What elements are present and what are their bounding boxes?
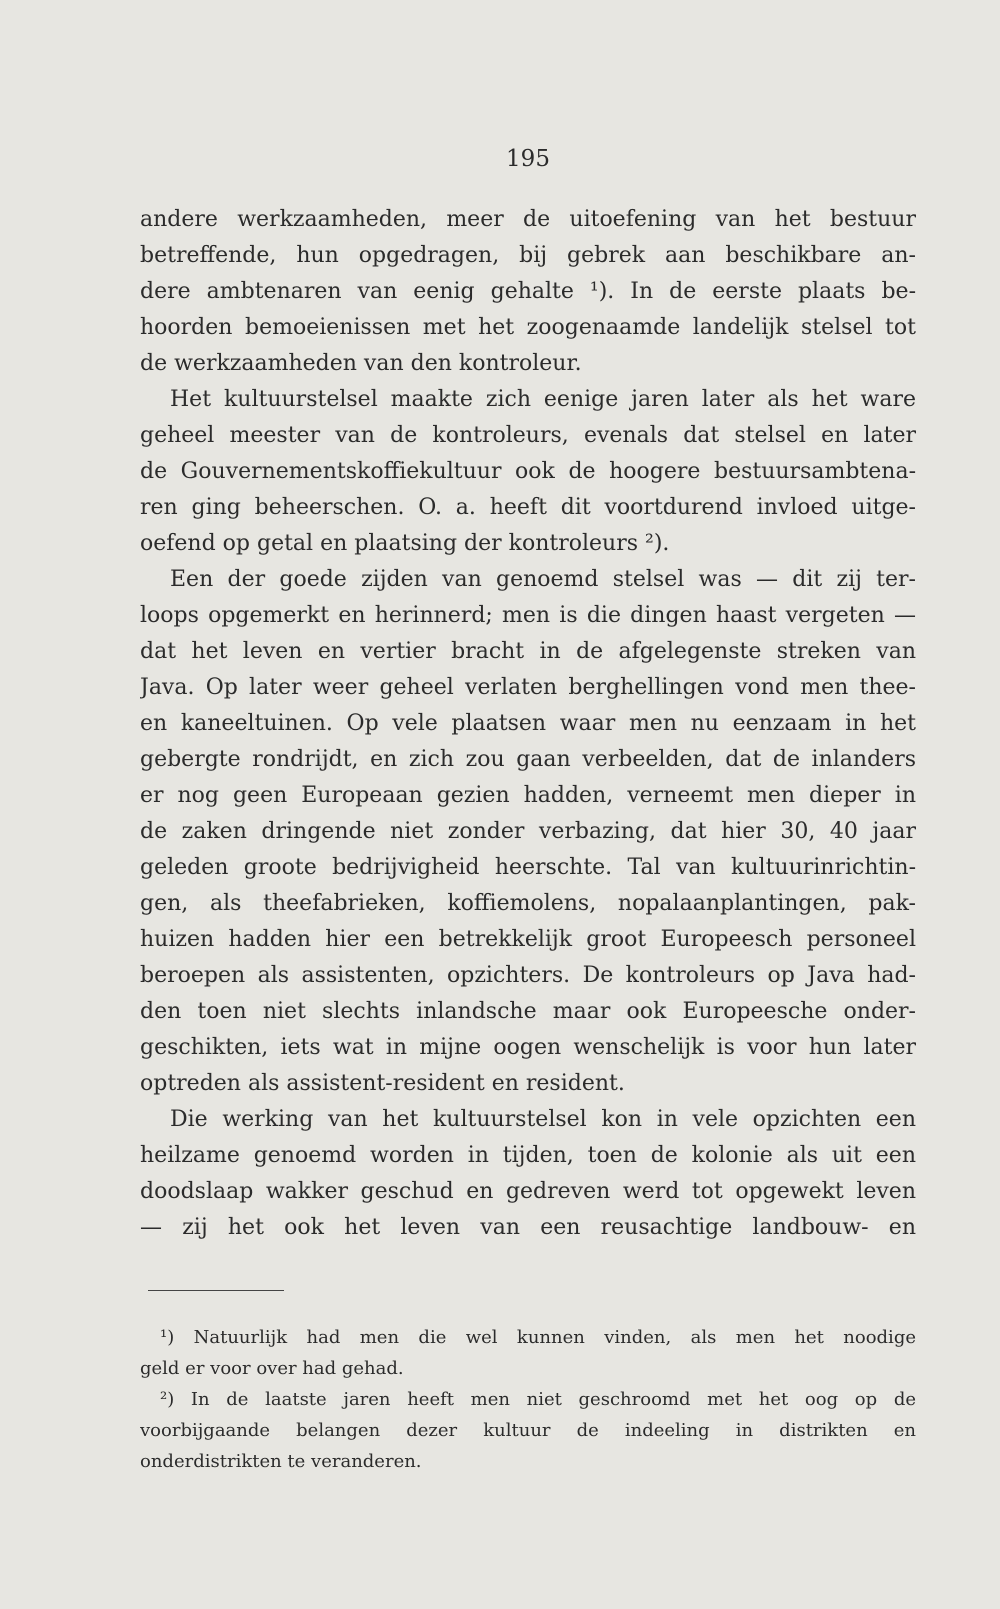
footnotes (140, 1322, 916, 1477)
text-line: gen, als theefabrieken, koffiemolens, nopalaanplantingen, pak- (140, 891, 916, 916)
footnote-line: onderdistrikten te veranderen. (140, 1451, 422, 1472)
text-line: loops opgemerkt en herinnerd; men is die dingen haast vergeten — (140, 603, 916, 628)
text-line: — zij het ook het leven van een reusachtige landbouw- en (140, 1215, 916, 1240)
text-line: ren ging beheerschen. O. a. heeft dit voortdurend invloed uitge- (140, 495, 916, 520)
text-line: andere werkzaamheden, meer de uitoefening van het bestuur (140, 207, 916, 232)
text-line: geschikten, iets wat in mijne oogen wenschelijk is voor hun later (140, 1035, 916, 1060)
text-line: optreden als assistent-resident en resident. (140, 1071, 625, 1096)
text-line: heilzame genoemd worden in tijden, toen de kolonie als uit een (140, 1143, 916, 1168)
page-number: 195 (506, 146, 550, 172)
text-line: de zaken dringende niet zonder verbazing, dat hier 30, 40 jaar (140, 819, 916, 844)
footnote-divider (148, 1290, 284, 1291)
text-line: betreffende, hun opgedragen, bij gebrek aan beschikbare an- (140, 243, 916, 268)
text-line: gebergte rondrijdt, en zich zou gaan verbeelden, dat de inlanders (140, 747, 916, 772)
footnote-line: geld er voor over had gehad. (140, 1358, 404, 1379)
text-line: den toen niet slechts inlandsche maar ook Europeesche onder- (140, 999, 916, 1024)
text-line: Een der goede zijden van genoemd stelsel was — dit zij ter- (170, 567, 916, 592)
text-line: oefend op getal en plaatsing der kontroleurs ²). (140, 531, 670, 556)
text-line: er nog geen Europeaan gezien hadden, verneemt men dieper in (140, 783, 916, 808)
text-line: Java. Op later weer geheel verlaten berghellingen vond men thee- (140, 675, 916, 700)
footnote-line: ¹) Natuurlijk had men die wel kunnen vinden, als men het noodige (160, 1327, 916, 1348)
text-line: beroepen als assistenten, opzichters. De kontroleurs op Java had- (140, 963, 916, 988)
footnote-line: voorbijgaande belangen dezer kultuur de indeeling in distrikten en (140, 1420, 916, 1441)
text-line: Het kultuurstelsel maakte zich eenige jaren later als het ware (170, 387, 916, 412)
text-line: dere ambtenaren van eenig gehalte ¹). In de eerste plaats be- (140, 279, 916, 304)
text-line: dat het leven en vertier bracht in de afgelegenste streken van (140, 639, 916, 664)
text-line: Die werking van het kultuurstelsel kon in vele opzichten een (170, 1107, 916, 1132)
footnote-line: ²) In de laatste jaren heeft men niet geschroomd met het oog op de (160, 1389, 916, 1410)
text-line: hoorden bemoeienissen met het zoogenaamde landelijk stelsel tot (140, 315, 916, 340)
text-line: en kaneeltuinen. Op vele plaatsen waar men nu eenzaam in het (140, 711, 916, 736)
text-line: doodslaap wakker geschud en gedreven werd tot opgewekt leven (140, 1179, 916, 1204)
text-line: geleden groote bedrijvigheid heerschte. Tal van kultuurinrichtin- (140, 855, 916, 880)
text-line: de werkzaamheden van den kontroleur. (140, 351, 582, 376)
text-line: geheel meester van de kontroleurs, evenals dat stelsel en later (140, 423, 916, 448)
text-line: huizen hadden hier een betrekkelijk groot Europeesch personeel (140, 927, 916, 952)
body-text (140, 202, 916, 1246)
text-line: de Gouvernementskoffiekultuur ook de hoogere bestuursambtena- (140, 459, 916, 484)
